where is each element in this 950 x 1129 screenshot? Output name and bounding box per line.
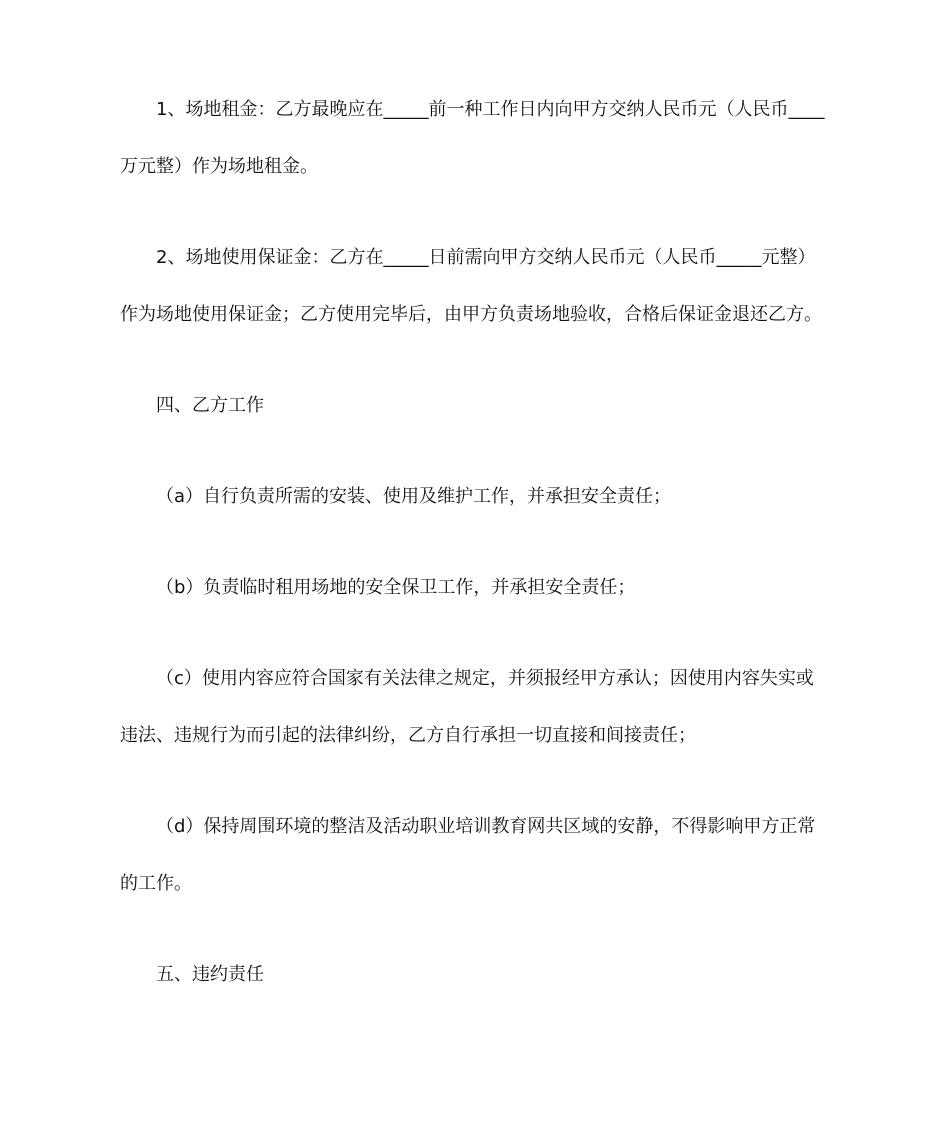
paragraph-line: （c）使用内容应符合国家有关法律之规定，并须报经甲方承认；因使用内容失实或 [156, 668, 814, 689]
section-heading-party-b-work [120, 377, 840, 434]
section-heading: 五、违约责任 [156, 964, 264, 985]
clause-a [120, 468, 840, 525]
paragraph-line: （a）自行负责所需的安装、使用及维护工作，并承担安全责任； [156, 486, 672, 507]
paragraph-line: 1、场地租金：乙方最晚应在_____前一种工作日内向甲方交纳人民币元（人民币____ [156, 99, 825, 120]
clause-d [120, 798, 840, 912]
paragraph-line: （d）保持周围环境的整洁及活动职业培训教育网共区域的安静，不得影响甲方正常 [156, 816, 816, 837]
clause-b [120, 559, 840, 616]
paragraph-line: 违法、违规行为而引起的法律纠纷，乙方自行承担一切直接和间接责任； [120, 725, 696, 746]
paragraph-site-deposit [120, 229, 840, 343]
section-heading: 四、乙方工作 [156, 395, 264, 416]
paragraph-line: 2、场地使用保证金：乙方在_____日前需向甲方交纳人民币元（人民币_____元整） [156, 247, 816, 268]
paragraph-line: 作为场地使用保证金；乙方使用完毕后，由甲方负责场地验收，合格后保证金退还乙方。 [120, 304, 822, 325]
document-page [120, 81, 840, 1003]
paragraph-line: （b）负责临时租用场地的安全保卫工作，并承担安全责任； [156, 577, 636, 598]
paragraph-site-rent [120, 81, 840, 195]
paragraph-line: 的工作。 [120, 873, 192, 894]
clause-c [120, 650, 840, 764]
section-heading-breach-liability [120, 946, 840, 1003]
paragraph-line: 万元整）作为场地租金。 [120, 156, 318, 177]
